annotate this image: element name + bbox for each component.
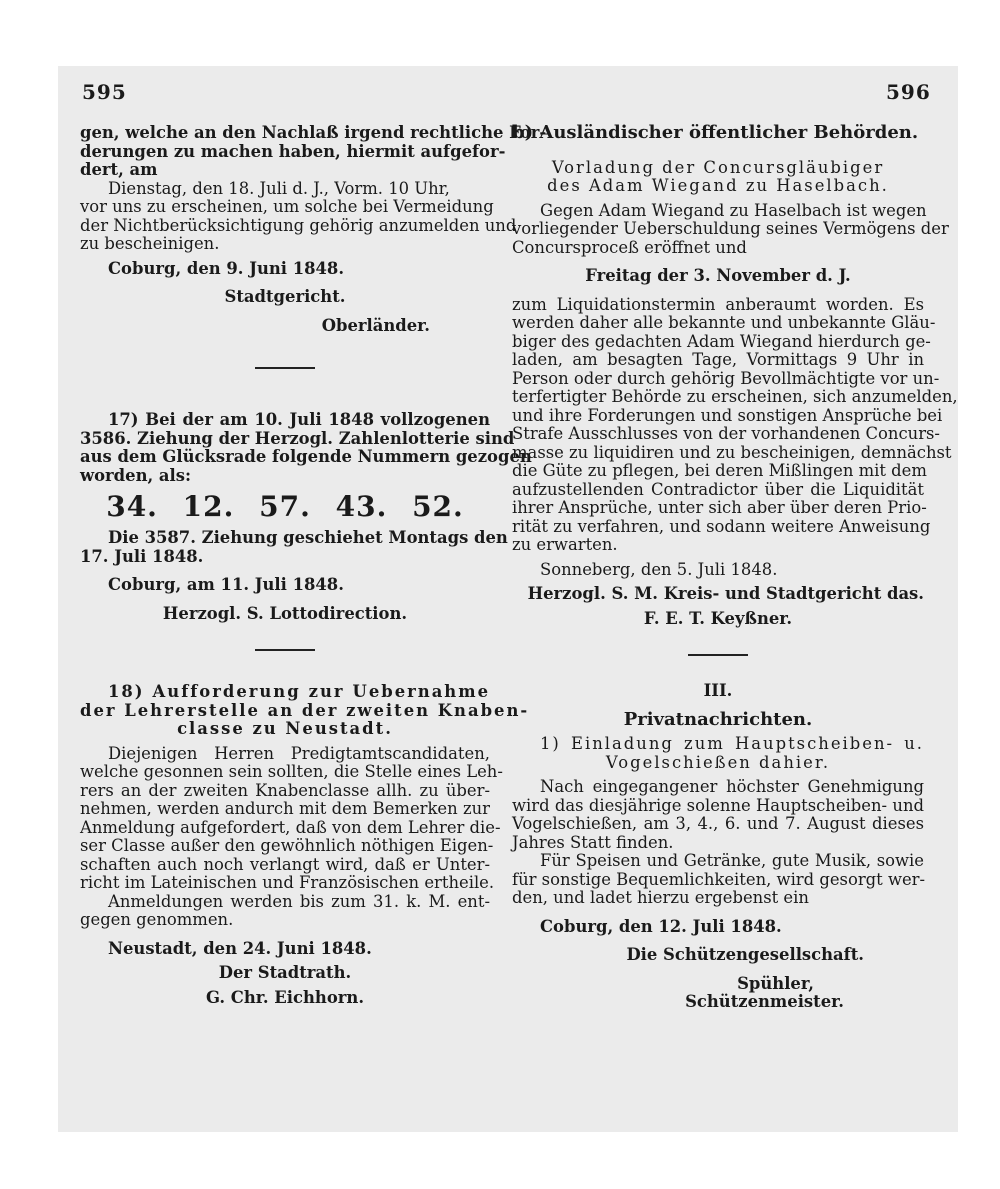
- signature-title: Schützenmeister.: [685, 992, 844, 1011]
- part-title: Privatnachrichten.: [623, 708, 813, 730]
- right-column: [512, 122, 958, 1012]
- left-column: [80, 123, 547, 1007]
- summons-body: Gegen Adam Wiegand zu Haselbach ist wegen vorliegender Ueberschuldung seines Vermögens der Concursproceß eröffnet und: [512, 200, 949, 257]
- teacher-notice-deadline: Anmeldungen werden bis zum 31. k. M. ent- gegen genommen.: [80, 891, 490, 929]
- authority-name: Die Schützengesellschaft.: [626, 945, 864, 964]
- signature: F. E. T. Keyßner.: [643, 608, 793, 628]
- place-date: Neustadt, den 24. Juni 1848.: [108, 938, 372, 958]
- authority-name: Stadtgericht.: [224, 287, 346, 306]
- liquidation-date: Freitag der 3. November d. J.: [585, 266, 851, 285]
- appearance-date: Dienstag, den 18. Juli d. J., Vorm. 10 Uhr,: [108, 178, 450, 198]
- invitation-body-continued: Für Speisen und Getränke, gute Musik, sowie für sonstige Bequemlichkeiten, wird gesorgt wer- den, und ladet hierzu ergebenst ein: [512, 851, 926, 907]
- summons-body-continued: zum Liquidationstermin anberaumt worden. Es werden daher alle bekannte und unbekannte Gläu- biger des gedachten Adam Wiegand hierdurch ge- laden, am besagten Tage, Vormittags 9 Uhr in Person oder durch gehörig Bevollmächtigte vor un- terfertigter Behörde zu erscheinen, sich anzumelden, und ihre Forderungen und sonstigen Ansprüche bei Strafe Ausschlusses von der vorhandenen Concurs- masse zu liquidiren und zu bescheinigen, demnächst die Güte zu pflegen, bei deren Mißlingen mit dem aufzustellenden Contradictor über die Liquidität ihrer Ansprüche, unter sich aber über deren Prio- rität zu verfahren, und sodann weitere Anweisung zu erwarten.: [512, 294, 958, 554]
- signature: Spühler,: [737, 973, 814, 993]
- authority-name: Der Stadtrath.: [218, 963, 352, 982]
- teacher-notice-body: Diejenigen Herren Predigtamtscandidaten, welche gesonnen sein sollten, die Stelle eines Leh- rers an der zweiten Knabenclasse allh. zu über- nehmen, werden andurch mit dem Bemerken zur Anmeldung aufgefordert, daß von dem Lehrer die- ser Classe außer den gewöhnlich nöthigen Eigen- schaften auch noch verlangt wird, daß er Unter- richt im Lateinischen und Französischen ertheile.: [80, 743, 503, 892]
- page-number-right: 596: [886, 80, 931, 104]
- teacher-notice-heading: 18) Aufforderung zur Uebernahme der Lehrerstelle an der zweiten Knaben- classe zu Neustadt.: [80, 682, 530, 738]
- next-draw-text: Die 3587. Ziehung geschiehet Montags den 17. Juli 1848.: [80, 528, 508, 566]
- appearance-text: vor uns zu erscheinen, um solche bei Vermeidung der Nichtberücksichtigung gehörig anzumelden und zu bescheinigen.: [80, 197, 517, 253]
- place-date: Sonneberg, den 5. Juli 1848.: [540, 559, 778, 579]
- invitation-heading: 1) Einladung zum Hauptscheiben- u. Vogelschießen dahier.: [540, 734, 924, 772]
- summons-heading: Vorladung der Concursgläubiger des Adam Wiegand zu Haselbach.: [547, 157, 889, 195]
- signature: Oberländer.: [321, 315, 430, 335]
- estate-notice-intro: gen, welche an den Nachlaß irgend rechtliche For- derungen zu machen haben, hiermit aufgefor- dert, am: [80, 123, 547, 179]
- place-date: Coburg, den 12. Juli 1848.: [540, 916, 782, 936]
- part-number: III.: [703, 681, 733, 700]
- signature: G. Chr. Eichhorn.: [205, 987, 365, 1007]
- lottery-numbers: 34. 12. 57. 43. 52.: [106, 490, 464, 523]
- place-date: Coburg, den 9. Juni 1848.: [108, 258, 345, 278]
- page-number-left: 595: [82, 80, 127, 104]
- authority-name: Herzogl. S. Lottodirection.: [162, 603, 408, 623]
- place-date: Coburg, am 11. Juli 1848.: [108, 575, 344, 594]
- section-heading: b) Ausländischer öffentlicher Behörden.: [512, 122, 919, 143]
- authority-name: Herzogl. S. M. Kreis- und Stadtgericht das.: [527, 584, 924, 603]
- lottery-notice: 17) Bei der am 10. Juli 1848 vollzogenen 3586. Ziehung der Herzogl. Zahlenlotterie sind aus dem Glücksrade folgende Nummern gezogen worden, als:: [80, 410, 532, 485]
- invitation-body: Nach eingegangener höchster Genehmigung wird das diesjährige solenne Hauptscheiben- und Vogelschießen, am 3, 4., 6. und 7. August dieses Jahres Statt finden.: [512, 777, 924, 852]
